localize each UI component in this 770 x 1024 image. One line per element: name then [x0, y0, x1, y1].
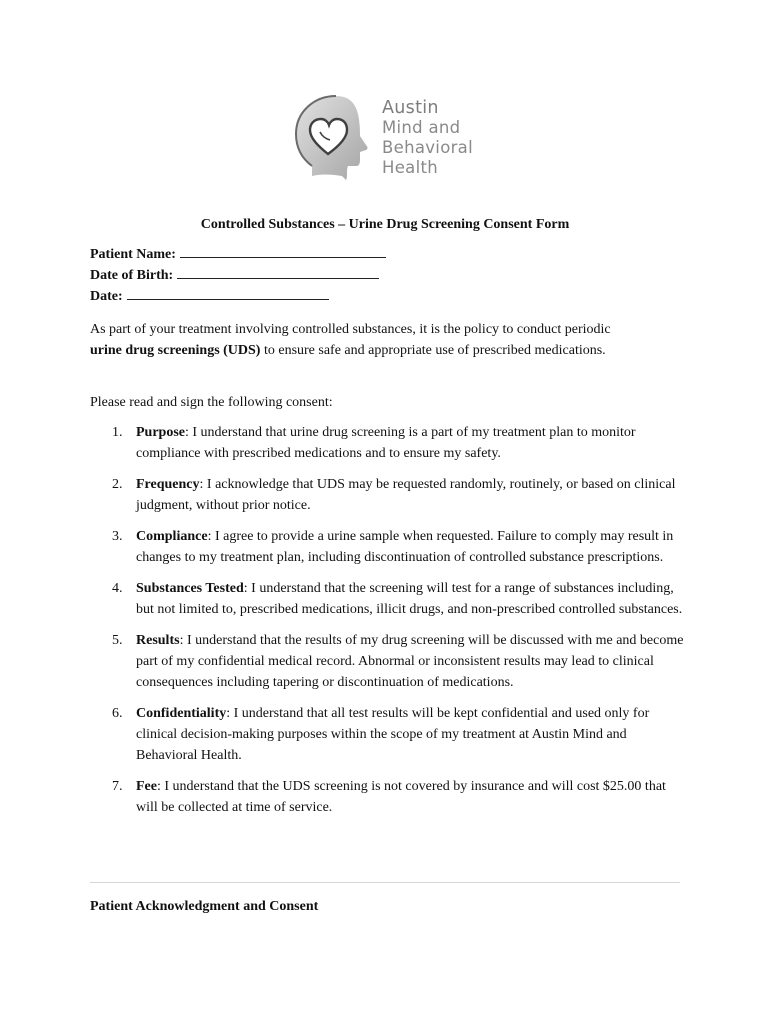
item-term: Purpose: [136, 425, 185, 440]
item-number: 7.: [112, 779, 123, 794]
acknowledgment-heading: Patient Acknowledgment and Consent: [90, 899, 319, 914]
list-item: [90, 526, 690, 568]
head-heart-logo-icon: [290, 92, 382, 184]
logo-line: Health: [382, 158, 438, 177]
date-field: [90, 289, 329, 305]
list-item: [90, 630, 690, 693]
item-term: Compliance: [136, 529, 208, 544]
list-item: [90, 703, 690, 766]
dob-label: Date of Birth:: [90, 268, 174, 283]
date-label: Date:: [90, 289, 123, 304]
item-term: Substances Tested: [136, 581, 244, 596]
item-text: : I understand that all test results will be kept confidential and used only for clinical decision-making purposes within the scope of my treatment at Austin Mind and Behavioral Health.: [136, 706, 650, 763]
item-text: : I understand that urine drug screening is a part of my treatment plan to monitor compliance with prescribed medications and to ensure my safety.: [136, 425, 636, 461]
item-number: 4.: [112, 581, 123, 596]
patient-name-blank[interactable]: [180, 257, 386, 258]
list-item: [90, 422, 690, 464]
patient-name-field: [90, 247, 386, 263]
list-item: [90, 776, 690, 818]
date-blank[interactable]: [127, 299, 329, 300]
list-item: [90, 578, 690, 620]
item-text: : I agree to provide a urine sample when requested. Failure to comply may result in changes to my treatment plan, including discontinuation of controlled substance prescriptions.: [136, 529, 674, 565]
item-number: 6.: [112, 706, 123, 721]
consent-items-list: [90, 422, 690, 828]
item-text: : I understand that the results of my drug screening will be discussed with me and become part of my confidential medical record. Abnormal or inconsistent results may lead to clinical consequences including tapering or discontinuation of medications.: [136, 633, 684, 690]
item-text: : I understand that the UDS screening is not covered by insurance and will cost $25.00 that will be collected at time of service.: [136, 779, 666, 815]
item-term: Frequency: [136, 477, 200, 492]
dob-blank[interactable]: [177, 278, 379, 279]
clinic-logo: [290, 92, 490, 184]
instruction-text: Please read and sign the following consent:: [90, 395, 333, 410]
item-number: 3.: [112, 529, 123, 544]
item-term: Fee: [136, 779, 157, 794]
item-number: 2.: [112, 477, 123, 492]
item-number: 1.: [112, 425, 123, 440]
item-text: : I understand that the screening will test for a range of substances including, but not limited to, prescribed medications, illicit drugs, and non-prescribed controlled substances.: [136, 581, 683, 617]
item-term: Confidentiality: [136, 706, 227, 721]
section-divider: [90, 882, 680, 883]
intro-text: As part of your treatment involving controlled substances, it is the policy to conduct periodic: [90, 322, 611, 337]
item-term: Results: [136, 633, 180, 648]
item-text: : I acknowledge that UDS may be requested randomly, routinely, or based on clinical judgment, without prior notice.: [136, 477, 676, 513]
logo-line: Austin: [382, 98, 439, 118]
list-item: [90, 474, 690, 516]
logo-wordmark: [382, 98, 473, 178]
logo-line: Mind and: [382, 118, 461, 137]
intro-text-end: to ensure safe and appropriate use of prescribed medications.: [260, 343, 606, 358]
dob-field: [90, 268, 379, 284]
intro-bold-text: urine drug screenings (UDS): [90, 343, 261, 358]
item-number: 5.: [112, 633, 123, 648]
form-title: Controlled Substances – Urine Drug Screening Consent Form: [200, 217, 570, 232]
logo-line: Behavioral: [382, 138, 473, 157]
patient-name-label: Patient Name:: [90, 247, 176, 262]
intro-paragraph: [90, 319, 630, 361]
